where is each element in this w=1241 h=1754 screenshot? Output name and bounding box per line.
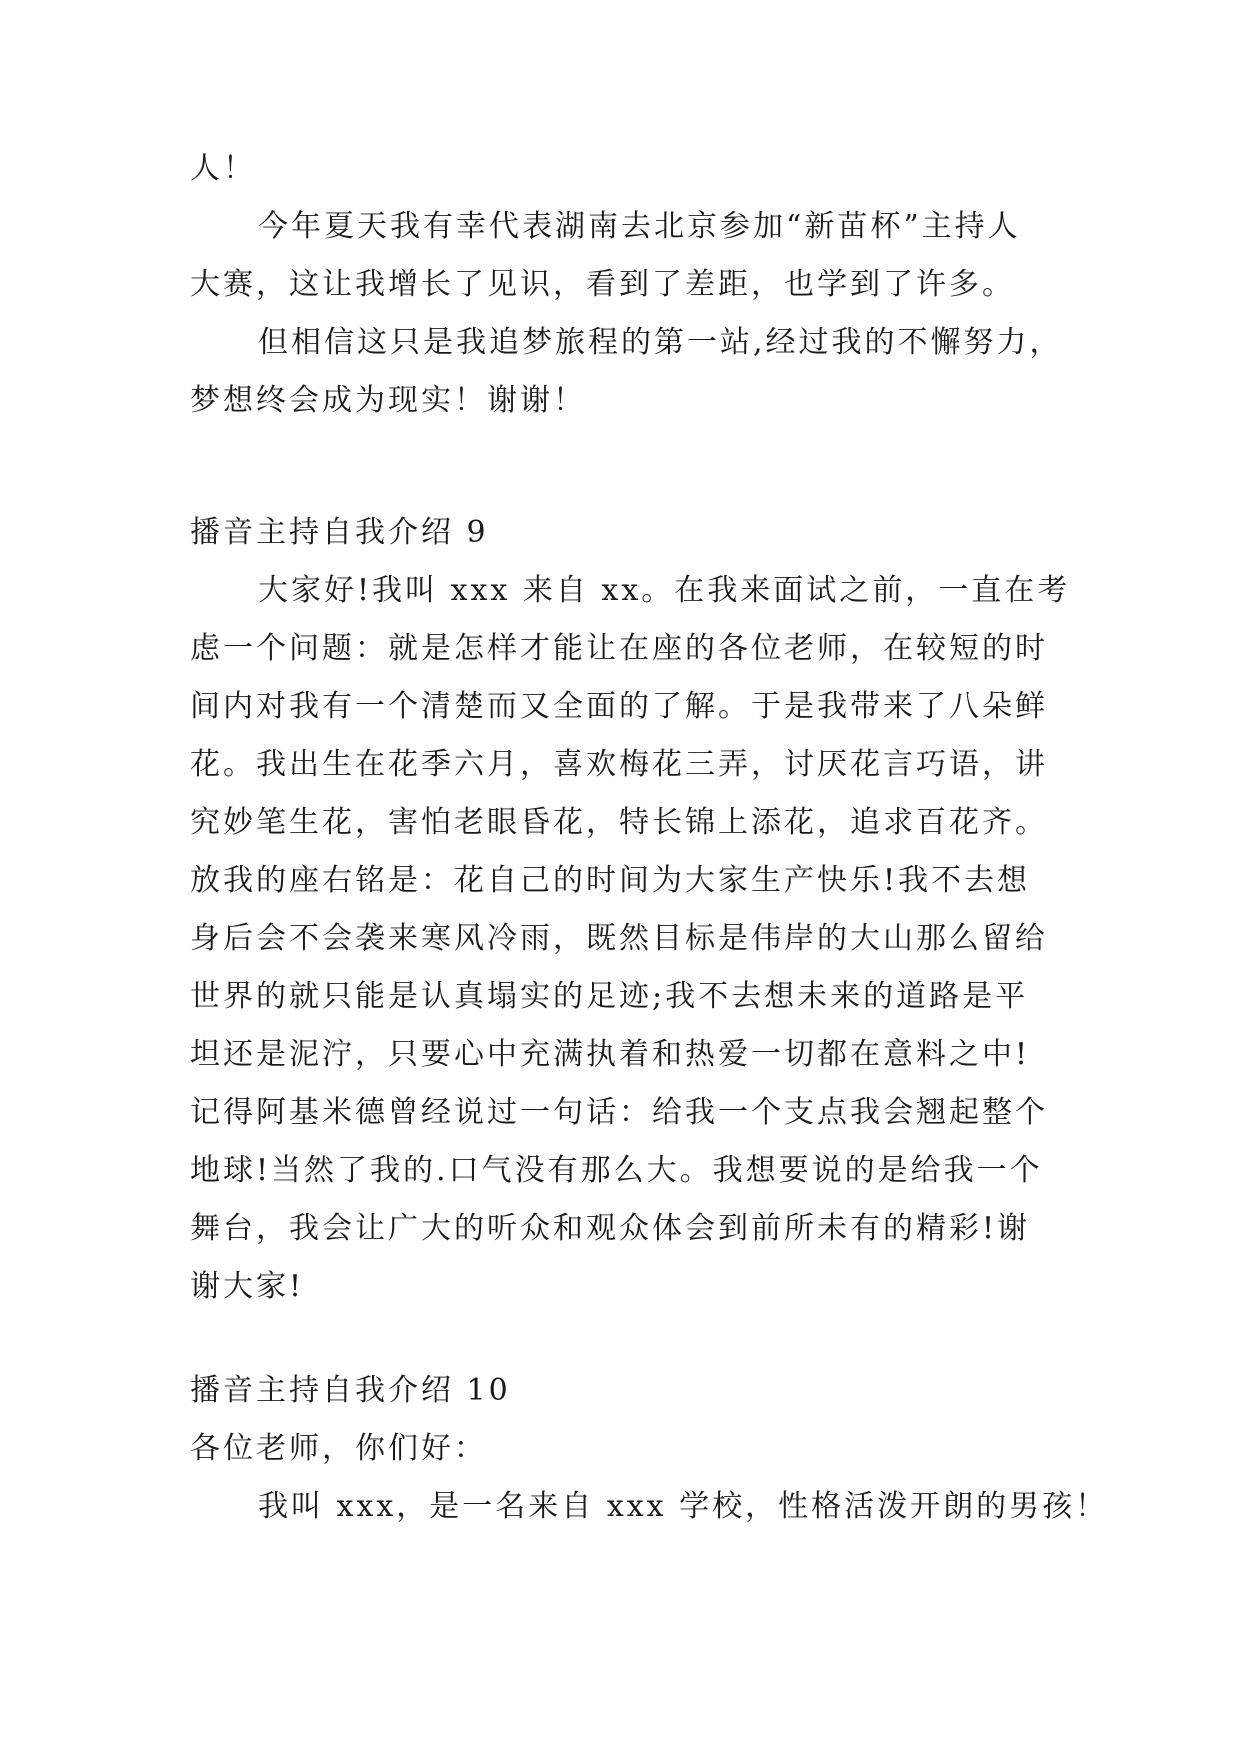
paragraph-line: 我叫 xxx，是一名来自 xxx 学校，性格活泼开朗的男孩！ [258,1489,1109,1524]
paragraph-line: 梦想终会成为现实！谢谢！ [190,383,586,418]
paragraph-line: 身后会不会袭来寒风冷雨，既然目标是伟岸的大山那么留给 [190,921,1048,956]
paragraph-line: 人！ [190,151,256,186]
paragraph-line: 大家好!我叫 xxx 来自 xx。在我来面试之前，一直在考 [258,573,1071,608]
paragraph-line: 舞台，我会让广大的听众和观众体会到前所未有的精彩!谢 [190,1211,1031,1246]
paragraph-line: 坦还是泥泞，只要心中充满执着和热爱一切都在意料之中! [190,1037,1031,1072]
section-10 [190,1362,1109,1536]
paragraph-line: 大赛，这让我增长了见识，看到了差距，也学到了许多。 [190,267,1015,302]
paragraph-line: 世界的就只能是认真塌实的足迹;我不去想未来的道路是平 [190,979,1029,1014]
paragraph-line: 花。我出生在花季六月，喜欢梅花三弄，讨厌花言巧语，讲 [190,747,1048,782]
paragraph-line: 放我的座右铭是：花自己的时间为大家生产快乐!我不去想 [190,863,1031,898]
section-9-title: 播音主持自我介绍 9 [190,515,489,550]
paragraph-line: 但相信这只是我追梦旅程的第一站,经过我的不懈努力， [258,325,1063,360]
paragraph-line: 间内对我有一个清楚而又全面的了解。于是我带来了八朵鲜 [190,689,1048,724]
paragraph-line: 究妙笔生花，害怕老眼昏花，特长锦上添花，追求百花齐。 [190,805,1048,840]
greeting-line: 各位老师，你们好： [190,1431,487,1466]
paragraph-line: 虑一个问题：就是怎样才能让在座的各位老师，在较短的时 [190,631,1048,666]
paragraph-line: 谢大家! [190,1269,305,1304]
paragraph-line: 今年夏天我有幸代表湖南去北京参加“新苗杯”主持人 [258,209,1021,244]
paragraph-line: 记得阿基米德曾经说过一句话：给我一个支点我会翘起整个 [190,1095,1048,1130]
paragraph-line: 地球!当然了我的.口气没有那么大。我想要说的是给我一个 [190,1153,1043,1188]
section-top [190,140,1070,430]
section-9 [190,504,1070,1316]
section-10-title: 播音主持自我介绍 10 [190,1373,511,1408]
